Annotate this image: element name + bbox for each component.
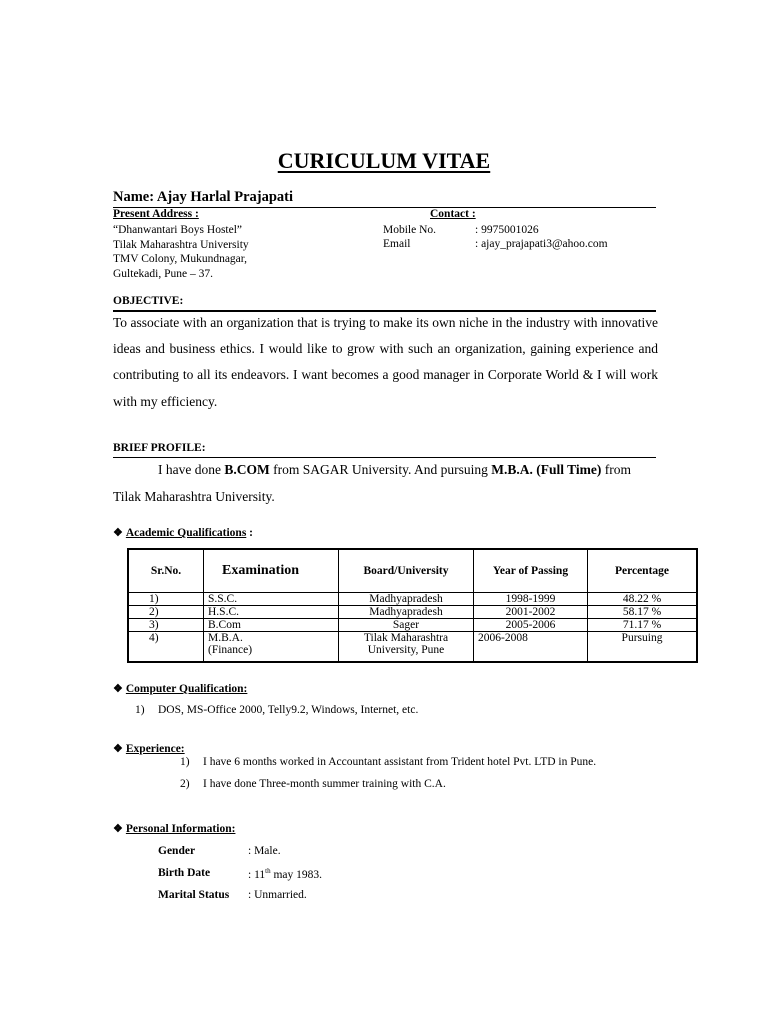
cell-year: 1998-1999: [474, 593, 588, 606]
table-row: [128, 632, 697, 662]
cell-year: 2006-2008: [474, 632, 588, 662]
mobile-label: Mobile No.: [383, 224, 437, 236]
diamond-bullet-icon: ❖: [113, 823, 123, 835]
gender-label: Gender: [158, 845, 196, 857]
academic-heading: ❖ Academic Qualifications :: [113, 527, 254, 539]
cell-pct: 71.17 %: [588, 619, 698, 632]
mobile-value: : 9975001026: [475, 224, 539, 236]
profile-bcom: B.COM: [224, 462, 270, 477]
address-line-4: Gultekadi, Pune – 37.: [113, 267, 213, 280]
col-header-percentage: Percentage: [588, 549, 698, 593]
gender-value: : Male.: [248, 845, 281, 857]
table-row: [128, 593, 697, 606]
address-line-1: “Dhanwantari Boys Hostel”: [113, 224, 243, 236]
experience-item-1-text: I have 6 months worked in Accountant assistant from Trident hotel Pvt. LTD in Pune.: [203, 756, 597, 768]
document-title: CURICULUM VITAE: [277, 148, 491, 173]
profile-text-part2: from SAGAR University. And pursuing: [269, 462, 492, 477]
cell-sr: 4): [128, 632, 204, 662]
profile-text-part1: I have done: [158, 462, 225, 477]
address-line-2: Tilak Maharashtra University: [113, 238, 249, 251]
experience-item-2-number: 2): [180, 778, 190, 790]
cell-pct: 58.17 %: [588, 606, 698, 619]
address-heading: Present Address :: [113, 208, 199, 220]
cell-board: Madhyapradesh: [339, 593, 474, 606]
personal-heading: ❖ Personal Information:: [113, 823, 236, 835]
cell-sr: 2): [128, 606, 204, 619]
address-block: [113, 223, 249, 281]
profile-heading: BRIEF PROFILE:: [113, 442, 206, 454]
academic-table: [127, 548, 698, 663]
candidate-name: Name: Ajay Harlal Prajapati: [113, 189, 294, 205]
col-header-examination: Examination: [204, 549, 339, 593]
diamond-bullet-icon: ❖: [113, 527, 123, 539]
objective-text: To associate with an organization that is trying to make its own niche in the industry with innovative ideas and business ethics. I would like to grow with such an organization, gaining experience and contributing to all its endeavors. I want becomes a good manager in Corporate World & I will work with my efficiency.: [113, 315, 658, 409]
cell-year: 2005-2006: [474, 619, 588, 632]
col-header-srno: Sr.No.: [128, 549, 204, 593]
diamond-bullet-icon: ❖: [113, 743, 123, 755]
contact-heading: Contact :: [430, 208, 476, 220]
birth-date-label: Birth Date: [158, 867, 211, 879]
cell-pct: Pursuing: [588, 632, 698, 662]
cell-exam: M.B.A. (Finance): [204, 632, 339, 662]
cell-pct: 48.22 %: [588, 593, 698, 606]
birth-date-value: : 11th may 1983.: [248, 867, 323, 881]
diamond-bullet-icon: ❖: [113, 683, 123, 695]
col-header-year: Year of Passing: [474, 549, 588, 593]
profile-text-part3: from Tilak Maharashtra University.: [113, 462, 631, 504]
marital-status-value: : Unmarried.: [248, 889, 307, 901]
table-row: [128, 606, 697, 619]
profile-text: [113, 457, 658, 510]
email-label: Email: [383, 238, 411, 250]
computer-item-number: 1): [135, 704, 145, 716]
cell-board: Madhyapradesh: [339, 606, 474, 619]
cell-exam: B.Com: [204, 619, 339, 632]
cell-board: Sager: [339, 619, 474, 632]
experience-item-2-text: I have done Three-month summer training with C.A.: [203, 778, 446, 790]
marital-status-label: Marital Status: [158, 889, 230, 901]
experience-item-1-number: 1): [180, 756, 190, 768]
cell-exam: H.S.C.: [204, 606, 339, 619]
cell-sr: 1): [128, 593, 204, 606]
computer-heading: ❖ Computer Qualification:: [113, 683, 248, 695]
email-value: : ajay_prajapati3@ahoo.com: [475, 238, 608, 250]
address-line-3: TMV Colony, Mukundnagar,: [113, 253, 248, 265]
profile-mba: M.B.A. (Full Time): [491, 462, 602, 477]
experience-heading: ❖ Experience:: [113, 743, 185, 755]
objective-heading: OBJECTIVE:: [113, 295, 184, 307]
cell-exam: S.S.C.: [204, 593, 339, 606]
table-header-row: [128, 549, 697, 593]
cell-board: Tilak Maharashtra University, Pune: [339, 632, 474, 662]
computer-item-text: DOS, MS-Office 2000, Telly9.2, Windows, Internet, etc.: [158, 704, 419, 716]
col-header-board: Board/University: [339, 549, 474, 593]
table-row: [128, 619, 697, 632]
cell-year: 2001-2002: [474, 606, 588, 619]
cell-sr: 3): [128, 619, 204, 632]
